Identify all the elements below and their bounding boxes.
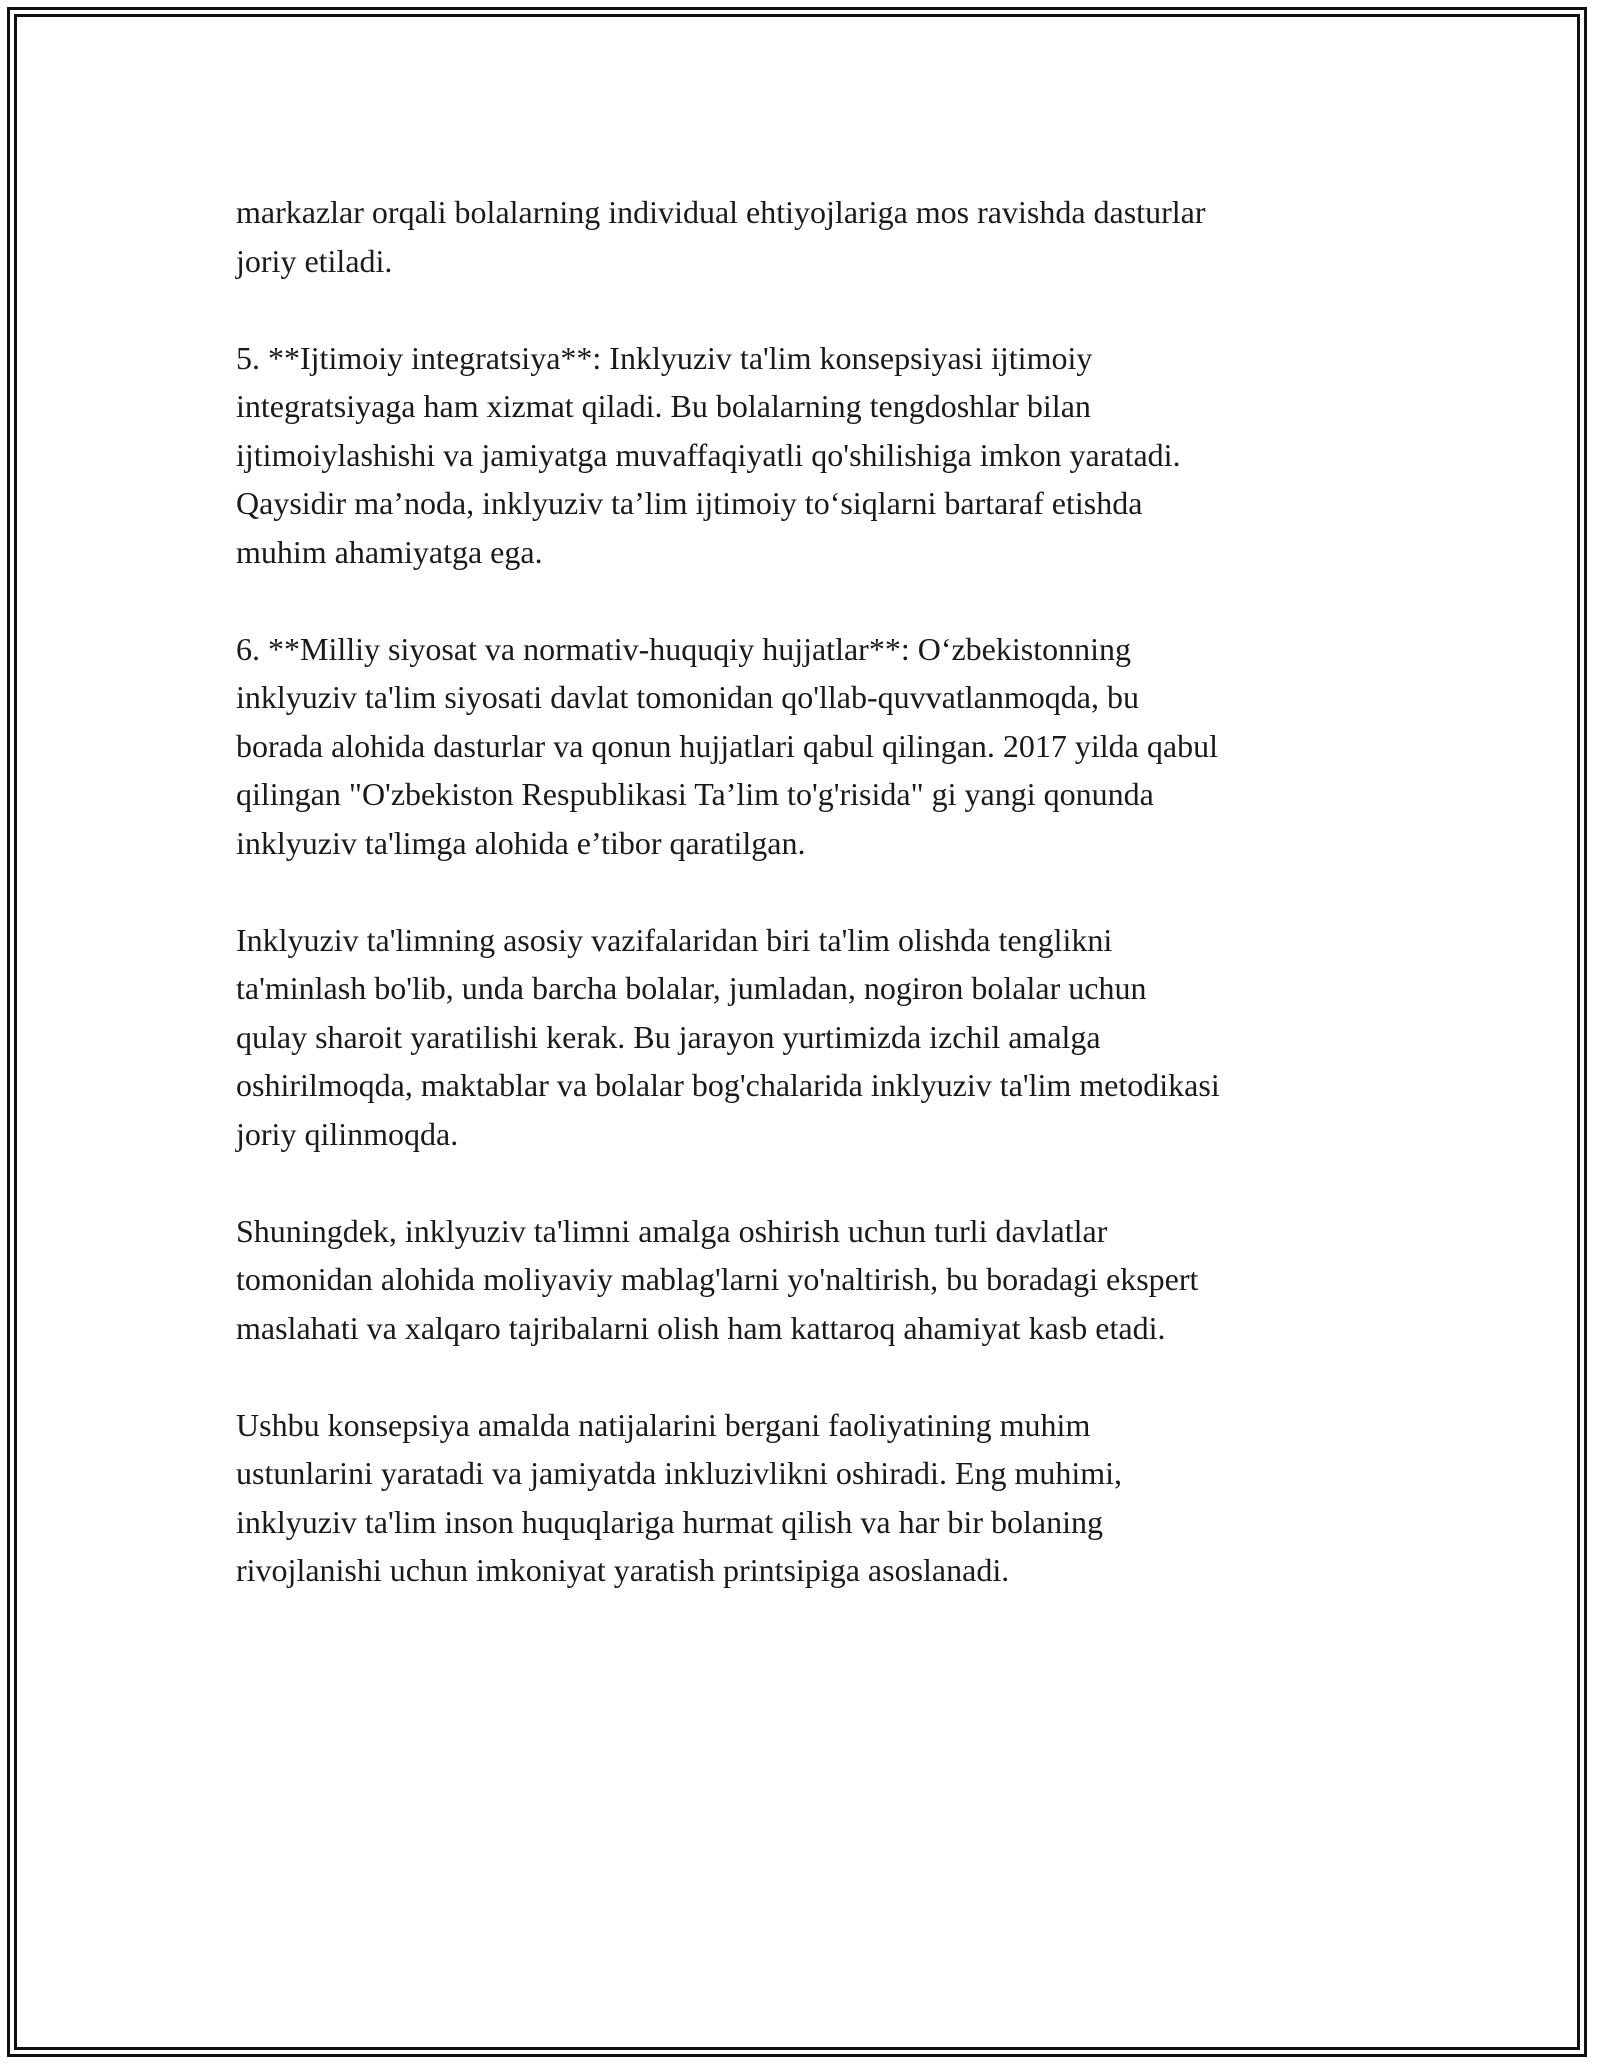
paragraph-conclusion: Ushbu konsepsiya amalda natijalarini bergani faoliyatining muhim ustunlarini yaratadi va jamiyatda inkluzivlikni oshiradi. Eng muhimi, inklyuziv ta'lim inson huquqlariga hurmat qilish va har bir bolaning rivojlanishi uchun imkoniyat yaratish printsipiga asoslanadi. — [236, 1406, 1123, 1588]
paragraph-national-policy: 6. **Milliy siyosat va normativ-huquqiy hujjatlar**: O‘zbekistonning inklyuziv ta'lim siyosati davlat tomonidan qo'llab-quvvatlanmoqda, bu borada alohida dasturlar va qonun hujjatlari qabul qilingan. 2017 yilda qabul qilingan "O'zbekiston Respublikasi Ta’lim to'g'risida" gi yangi qonunda inklyuziv ta'limga alohida e’tibor qaratilgan. — [236, 630, 1218, 861]
paragraph-funding: Shuningdek, inklyuziv ta'limni amalga oshirish uchun turli davlatlar tomonidan alohida moliyaviy mablag'larni yo'naltirish, bu boradagi ekspert maslahati va xalqaro tajribalarni olish ham kattaroq ahamiyat kasb etadi. — [236, 1212, 1199, 1346]
paragraph-equality: Inklyuziv ta'limning asosiy vazifalaridan biri ta'lim olishda tenglikni ta'minlash bo'lib, unda barcha bolalar, jumladan, nogiron bolalar uchun qulay sharoit yaratilishi kerak. Bu jarayon yurtimizda izchil amalga oshirilmoqda, maktablar va bolalar bog'chalarida inklyuziv ta'lim metodikasi joriy qilinmoqda. — [236, 921, 1220, 1152]
paragraph-continuation: markazlar orqali bolalarning individual ehtiyojlariga mos ravishda dasturlar joriy etiladi. — [236, 194, 1206, 279]
paragraph-social-integration: 5. **Ijtimoiy integratsiya**: Inklyuziv ta'lim konsepsiyasi ijtimoiy integratsiyaga ham xizmat qiladi. Bu bolalarning tengdoshlar bilan ijtimoiylashishi va jamiyatga muvaffaqiyatli qo'shilishiga imkon yaratadi. Qaysidir ma’noda, inklyuziv ta’lim ijtimoiy to‘siqlarni bartaraf etishda muhim ahamiyatga ega. — [236, 339, 1181, 570]
document-body — [236, 188, 1366, 1643]
